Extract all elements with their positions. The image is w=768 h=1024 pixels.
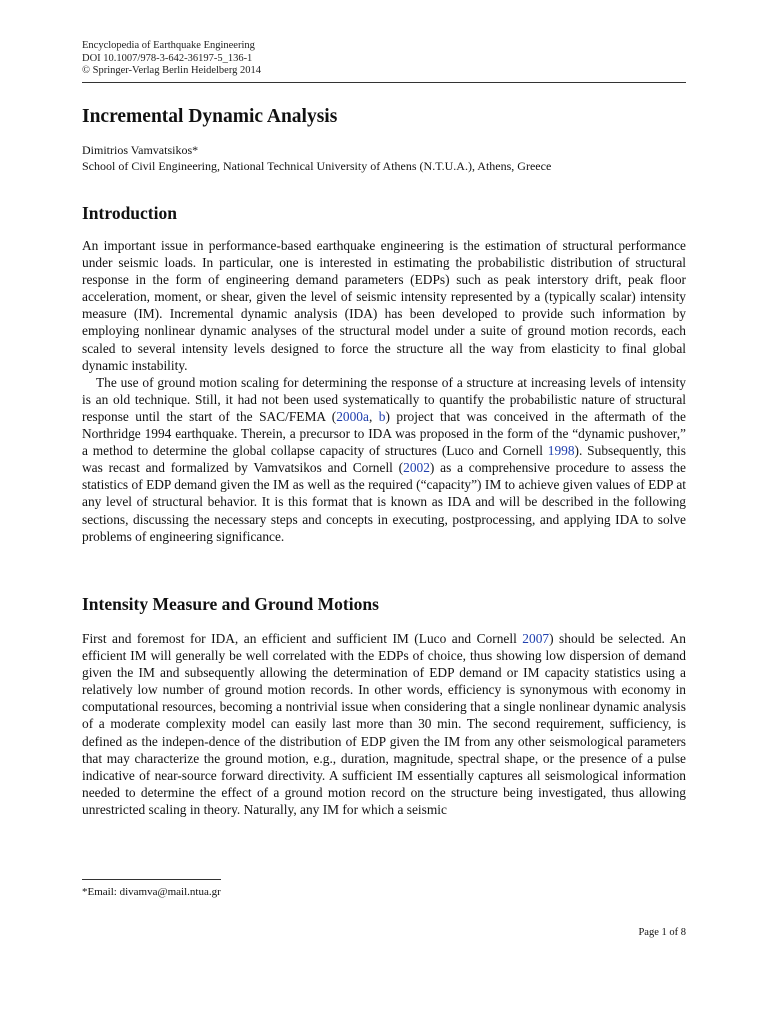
- text-run: ,: [368, 408, 379, 424]
- page-number: Page 1 of 8: [638, 927, 686, 938]
- text-run: ) should be selected. An efficient IM will generally be well correlated with the EDPs of choice, thus showing low dispersion of demand given the IM and subsequently allowing the determination of EDP demand or IM capacity statistics using a relatively low number of ground motion records. In other words, efficiency is synonymous with economy in computational resources, becoming a nontrivial issue when considering that a single nonlinear dynamic analysis of a moderate complexity model can easily last more than 30 min. The second requirement, sufficiency, is defined as the indepen-dence of the distribution of EDP given the IM from any other seismological parameters that may characterize the ground motion, e.g., duration, magnitude, spectral shape, or the presence of a pulse indicative of near-source forward directivity. A sufficient IM essentially captures all seismological information needed to determine the effect of a ground motion record on the structure being investigated, thus allowing unrestricted scaling in theory. Naturally, any IM for which a seismic: [82, 631, 686, 817]
- header-rule: [82, 82, 686, 83]
- citation-link[interactable]: b: [378, 408, 386, 424]
- paper-title: Incremental Dynamic Analysis: [82, 106, 338, 127]
- author-name: Dimitrios Vamvatsikos*: [82, 143, 199, 157]
- text-run: ). Subsequently, this was recast and formalized by Vamvatsikos and Cornell (: [82, 443, 686, 476]
- text-run: ) project that was conceived in the aftermath of the Northridge 1994 earthquake. Therein, a precursor to IDA was proposed in the form of the “dynamic pushover,” a method to determine the global collapse capacity of structures (Luco and Cornell: [82, 408, 686, 459]
- citation-link[interactable]: 2000a: [336, 408, 369, 424]
- author-block: [82, 142, 551, 174]
- citation-link[interactable]: 1998: [547, 443, 575, 459]
- introduction-body: [82, 237, 686, 545]
- paragraph: [82, 630, 686, 818]
- journal-name: Encyclopedia of Earthquake Engineering: [82, 40, 255, 51]
- paragraph: An important issue in performance-based earthquake engineering is the estimation of structural performance under seismic loads. In particular, one is interested in estimating the probabilistic distribution of structural response in the form of engineering demand parameters (EDPs) such as peak interstory drift, peak floor acceleration, moment, or shear, given the level of seismic intensity represented by a (typically scalar) intensity measure (IM). Incremental dynamic analysis (IDA) has been developed to provide such information by employing nonlinear dynamic analyses of the structural model under a suite of ground motion records, each scaled to several intensity levels designed to force the structure all the way from elasticity to final global dynamic instability.: [82, 238, 686, 373]
- footnote-rule: [82, 879, 221, 880]
- doi: DOI 10.1007/978-3-642-36197-5_136-1: [82, 52, 253, 64]
- section-heading-introduction: Introduction: [82, 203, 177, 223]
- section-heading-intensity-measure: Intensity Measure and Ground Motions: [82, 594, 379, 614]
- text-run: ) as a comprehensive procedure to assess the statistics of EDP demand given the IM as well as the required (“capacity”) IM to achieve given values of EDP at any level of structural behavior. It is this format that is known as IDA and will be described in the following sections, discussing the necessary steps and concepts in executing, postprocessing, and applying IDA to solve problems of engineering significance.: [82, 460, 686, 544]
- author-affiliation: School of Civil Engineering, National Technical University of Athens (N.T.U.A.), Athens, Greece: [82, 159, 552, 173]
- header-meta: [82, 40, 686, 78]
- citation-link[interactable]: 2002: [403, 460, 430, 476]
- intensity-body: [82, 630, 686, 818]
- citation-link[interactable]: 2007: [522, 631, 550, 646]
- copyright: © Springer-Verlag Berlin Heidelberg 2014: [82, 65, 262, 76]
- footnote-email: *Email: divamva@mail.ntua.gr: [82, 886, 221, 898]
- paragraph: [82, 374, 686, 545]
- text-run: First and foremost for IDA, an efficient and sufficient IM (Luco and Cornell: [82, 631, 523, 646]
- text-run: The use of ground motion scaling for determining the response of a structure at increasing levels of intensity is an old technique. Still, it had not been used systematically to quantify the probabilistic nature of structural response until the start of the SAC/FEMA (: [82, 374, 686, 424]
